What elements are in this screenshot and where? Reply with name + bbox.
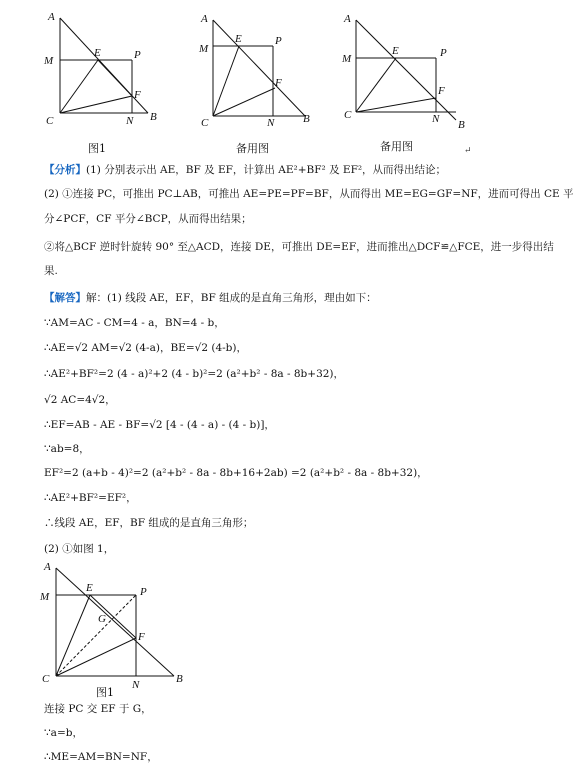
fig1-label-c: C	[46, 115, 54, 127]
fig3-label-b: B	[458, 119, 465, 131]
solution-line-6	[44, 418, 275, 432]
fig1-label-m: M	[44, 55, 54, 67]
fig1-label-n: N	[126, 115, 134, 127]
fig4-label-c: C	[42, 673, 50, 685]
solution-line-10	[44, 516, 253, 530]
fig2-label-p: P	[275, 35, 282, 47]
solution-text-8: EF²=2 (a+b - 4)²=2 (a²+b² - 8a - 8b+16+2ab) =2 (a²+b² - 8a - 8b+32)，	[44, 467, 428, 479]
solution-line-3	[44, 341, 247, 355]
solution-line-11	[44, 542, 114, 556]
fig3-label-p: P	[440, 47, 447, 59]
figure-2-caption: 备用图	[236, 142, 269, 155]
solution-text-6: ∴EF=AB - AE - BF=√2 [4 - (4 - a) - (4 - b)]，	[44, 419, 275, 431]
fig4-label-b: B	[176, 673, 183, 685]
solution-text-4: ∴AE²+BF²=2 (4 - a)²+2 (4 - b)²=2 (a²+b² - 8a - 8b+32)，	[44, 368, 345, 380]
figure-3-caption: 备用图	[380, 140, 413, 153]
fig2-label-m: M	[199, 43, 209, 55]
analysis-line-2	[44, 187, 574, 201]
analysis-tag: 【分析】	[44, 164, 86, 176]
fig3-label-m: M	[342, 53, 352, 65]
solution-line-4	[44, 367, 344, 381]
solution-line-1	[44, 291, 377, 305]
solution-line-7	[44, 442, 90, 456]
solution-text-9: ∴AE²+BF²=EF²，	[44, 492, 137, 504]
solution-line-8	[44, 466, 428, 480]
figure-4-caption: 图1	[96, 686, 114, 699]
analysis-line-1	[44, 163, 446, 177]
fig3-label-a: A	[344, 13, 351, 25]
analysis-text-5: 果.	[44, 265, 58, 277]
fig2-label-n: N	[267, 117, 275, 129]
solution-line-5	[44, 393, 116, 407]
solution-line-2	[44, 316, 225, 330]
figure-2-diagram	[195, 8, 325, 133]
fig3-label-f: F	[438, 85, 445, 97]
solution-line-9	[44, 491, 137, 505]
fig4-label-g: G	[98, 613, 106, 625]
solution-text-7: ∵ab=8，	[44, 443, 90, 455]
figure-2	[195, 8, 325, 133]
fig2-label-e: E	[235, 33, 242, 45]
fig4-label-n: N	[132, 679, 140, 691]
solution-line-12	[44, 702, 152, 716]
fig1-label-e: E	[94, 47, 101, 59]
solution-line-14	[44, 750, 158, 764]
fig4-label-f: F	[138, 631, 145, 643]
analysis-text-2: (2) ①连接 PC，可推出 PC⊥AB，可推出 AE=PE=PF=BF，从而得出 ME=EG=GF=NF，进而可得出 CE 平	[44, 188, 574, 200]
figure-1-diagram	[40, 8, 170, 133]
solution-text-13: ∵a=b，	[44, 727, 83, 739]
figure-3	[340, 8, 475, 133]
fig1-label-f: F	[134, 89, 141, 101]
figure-3-diagram	[340, 8, 475, 133]
fig2-label-b: B	[303, 113, 310, 125]
analysis-text-3: 分∠PCF，CF 平分∠BCP，从而得出结果；	[44, 213, 252, 225]
fig4-label-p: P	[140, 586, 147, 598]
analysis-line-5	[44, 264, 58, 278]
solution-text-10: ∴线段 AE，EF，BF 组成的是直角三角形；	[44, 517, 254, 529]
fig3-label-c: C	[344, 109, 352, 121]
analysis-text-1: (1) 分别表示出 AE，BF 及 EF，计算出 AE²+BF² 及 EF²，从而得出结论；	[86, 164, 447, 176]
fig4-label-a: A	[44, 561, 51, 573]
fig3-label-n: N	[432, 113, 440, 125]
solution-text-2: ∵AM=AC - CM=4 - a，BN=4 - b，	[44, 317, 225, 329]
fig1-label-a: A	[48, 11, 55, 23]
solution-line-13	[44, 726, 83, 740]
fig4-label-m: M	[40, 591, 50, 603]
solution-text-5: √2 AC=4√2，	[44, 394, 116, 406]
figure-4	[36, 558, 196, 696]
solution-text-11: (2) ①如图 1，	[44, 543, 115, 555]
fig1-label-p: P	[134, 49, 141, 61]
analysis-text-4: ②将△BCF 逆时针旋转 90° 至△ACD，连接 DE，可推出 DE=EF，进而推出△DCF≌△FCE，进一步得出结	[44, 241, 554, 253]
fig2-label-f: F	[275, 77, 282, 89]
fig4-label-e: E	[86, 582, 93, 594]
figure-1	[40, 8, 170, 133]
solution-text-12: 连接 PC 交 EF 于 G，	[44, 703, 152, 715]
figure-1-caption: 图1	[88, 142, 106, 155]
figure-4-diagram	[36, 558, 196, 696]
solution-text-3: ∴AE=√2 AM=√2 (4-a)，BE=√2 (4-b)，	[44, 342, 247, 354]
solution-text-14: ∴ME=AM=BN=NF，	[44, 751, 158, 763]
fig2-label-c: C	[201, 117, 209, 129]
analysis-line-3	[44, 212, 252, 226]
paragraph-mark: ↵	[464, 146, 472, 156]
analysis-line-4	[44, 240, 554, 254]
fig2-label-a: A	[201, 13, 208, 25]
fig1-label-b: B	[150, 111, 157, 123]
fig3-label-e: E	[392, 45, 399, 57]
solution-text-1: 解：(1) 线段 AE，EF，BF 组成的是直角三角形，理由如下：	[86, 292, 377, 304]
solution-tag: 【解答】	[44, 292, 86, 304]
